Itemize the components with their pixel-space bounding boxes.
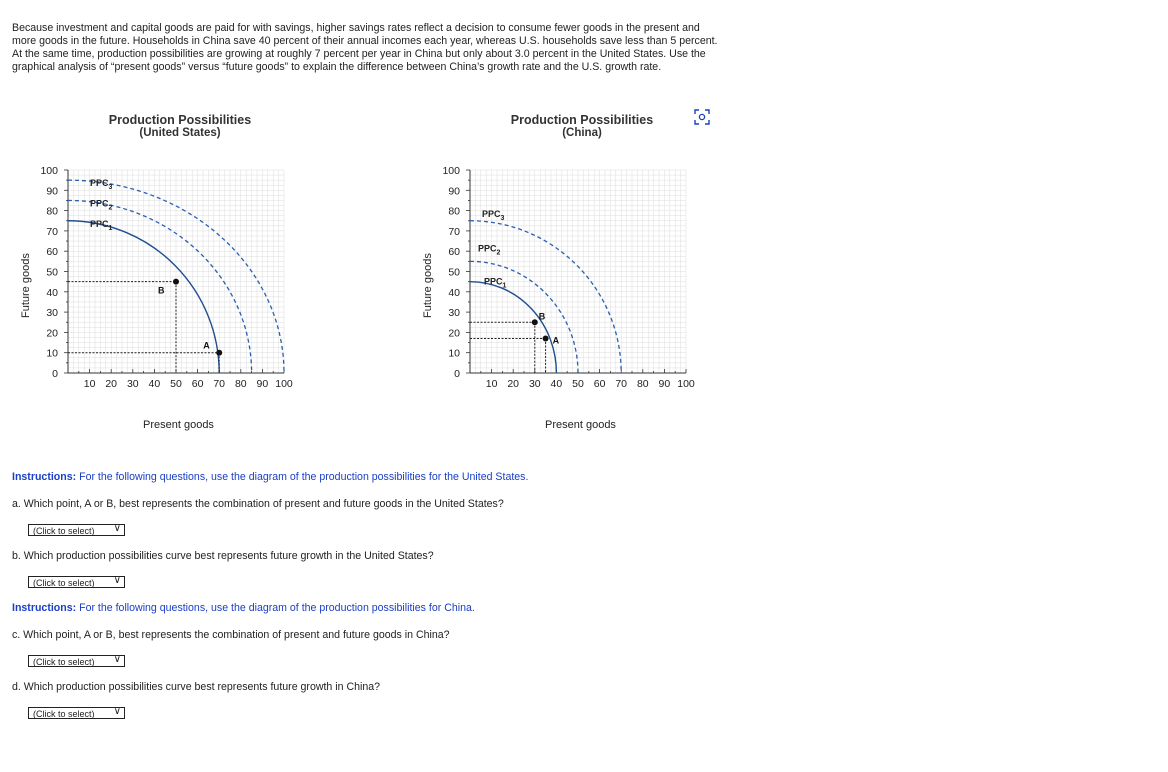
china-chart-title [482, 113, 682, 139]
point-label-B: B [158, 285, 165, 296]
y-tick-label: 40 [46, 286, 58, 299]
instructions-us [12, 471, 528, 483]
y-tick-label: 20 [46, 327, 58, 340]
y-tick-label: 50 [448, 266, 460, 279]
instructions-us-bold: Instructions: [12, 471, 77, 483]
answer-a-select-label: (Click to select) [33, 526, 95, 536]
x-tick-label: 10 [83, 378, 96, 390]
y-tick-label: 10 [46, 347, 58, 360]
instructions-china [12, 602, 475, 614]
y-tick-label: 100 [40, 165, 58, 177]
question-c: c. Which point, A or B, best represents the combination of present and future goods in China? [12, 629, 450, 641]
chevron-down-icon: ∨ [113, 575, 121, 586]
y-tick-label: 90 [448, 185, 460, 198]
y-tick-label: 0 [454, 368, 460, 380]
china-y-axis-label: Future goods [422, 253, 434, 318]
point-label-A: A [203, 340, 210, 351]
y-tick-label: 70 [46, 225, 58, 238]
x-tick-label: 20 [105, 378, 118, 390]
point-B [173, 279, 179, 285]
ppc-label-3: $PPC_3$ [90, 178, 113, 192]
y-tick-label: 0 [52, 368, 58, 380]
x-tick-label: 90 [256, 378, 269, 390]
x-tick-label: 50 [572, 378, 584, 390]
ppc-label-2: $PPC_2$ [90, 198, 113, 212]
chevron-down-icon: ∨ [113, 706, 121, 717]
answer-c-select-label: (Click to select) [33, 657, 95, 667]
ppc-label-2: $PPC_2$ [478, 243, 501, 257]
y-tick-label: 90 [46, 185, 58, 198]
y-tick-label: 100 [442, 165, 460, 177]
x-tick-label: 70 [213, 378, 226, 390]
us-chart-title-text: Production Possibilities [108, 113, 252, 127]
answer-a-select[interactable] [28, 524, 125, 536]
point-label-B: B [538, 311, 546, 322]
y-tick-label: 40 [448, 286, 460, 299]
ppc-label-3: $PPC_3$ [482, 208, 505, 222]
expand-icon[interactable] [693, 108, 711, 126]
us-chart-subtitle: (United States) [139, 127, 221, 139]
x-tick-label: 80 [636, 378, 649, 390]
answer-d-select[interactable] [28, 707, 125, 719]
x-tick-label: 40 [148, 378, 161, 390]
x-tick-label: 50 [170, 378, 182, 390]
x-tick-label: 60 [593, 378, 606, 390]
question-a: a. Which point, A or B, best represents the combination of present and future goods in the United States? [12, 498, 504, 510]
x-tick-label: 80 [234, 378, 247, 390]
answer-c-select[interactable] [28, 655, 125, 667]
x-tick-label: 30 [528, 378, 541, 390]
x-tick-label: 30 [126, 378, 139, 390]
china-x-axis-label: Present goods [545, 419, 616, 431]
us-chart-title [80, 113, 280, 139]
intro-paragraph: Because investment and capital goods are paid for with savings, higher savings rates reflect a decision to consume fewer goods in the present and more goods in the future. Households in China save 40 percent of their annual incomes each year, whereas U.S. households save less than 5 percent. At the same time, production possibilities are growing at roughly 7 percent per year in China but only about 3.0 percent in the United States. Use the graphical analysis of “present goods” versus “future goods” to explain the difference between China’s growth rate and the U.S. growth rate. [12, 22, 718, 73]
china-ppc-chart [432, 160, 742, 420]
x-tick-label: 20 [507, 378, 520, 390]
x-tick-label: 10 [485, 378, 498, 390]
china-chart-title-text: Production Possibilities [510, 113, 654, 127]
y-tick-label: 50 [46, 266, 58, 279]
question-b: b. Which production possibilities curve best represents future growth in the United States? [12, 550, 434, 562]
y-tick-label: 60 [448, 246, 460, 259]
us-ppc-chart [30, 160, 340, 420]
instructions-china-bold: Instructions: [12, 602, 77, 614]
y-tick-label: 70 [448, 225, 460, 238]
y-tick-label: 20 [448, 327, 460, 340]
instructions-us-text: For the following questions, use the diagram of the production possibilities for the United States. [76, 471, 529, 483]
chevron-down-icon: ∨ [113, 654, 121, 665]
x-tick-label: 70 [615, 378, 628, 390]
y-tick-label: 30 [448, 307, 460, 320]
china-chart-subtitle: (China) [562, 127, 602, 139]
question-d: d. Which production possibilities curve best represents future growth in China? [12, 681, 381, 693]
x-tick-label: 90 [658, 378, 671, 390]
answer-b-select-label: (Click to select) [33, 578, 95, 588]
point-B [532, 319, 538, 325]
x-tick-label: 60 [191, 378, 204, 390]
us-y-axis-label: Future goods [20, 253, 32, 318]
y-tick-label: 60 [46, 246, 58, 259]
ppc-label-1: $PPC_1$ [90, 218, 113, 232]
y-tick-label: 80 [46, 205, 58, 218]
y-tick-label: 80 [448, 205, 460, 218]
point-label-A: A [552, 335, 560, 346]
x-tick-label: 40 [550, 378, 563, 390]
point-A [543, 335, 549, 341]
point-A [216, 350, 222, 356]
ppc-label-1: $PPC_1$ [484, 276, 507, 290]
x-tick-label: 100 [677, 378, 695, 390]
answer-d-select-label: (Click to select) [33, 709, 95, 719]
us-x-axis-label: Present goods [143, 419, 214, 431]
y-tick-label: 10 [448, 347, 460, 360]
chevron-down-icon: ∨ [113, 523, 121, 534]
y-tick-label: 30 [46, 307, 58, 320]
instructions-china-text: For the following questions, use the diagram of the production possibilities for China. [76, 602, 475, 614]
answer-b-select[interactable] [28, 576, 125, 588]
x-tick-label: 100 [275, 378, 293, 390]
